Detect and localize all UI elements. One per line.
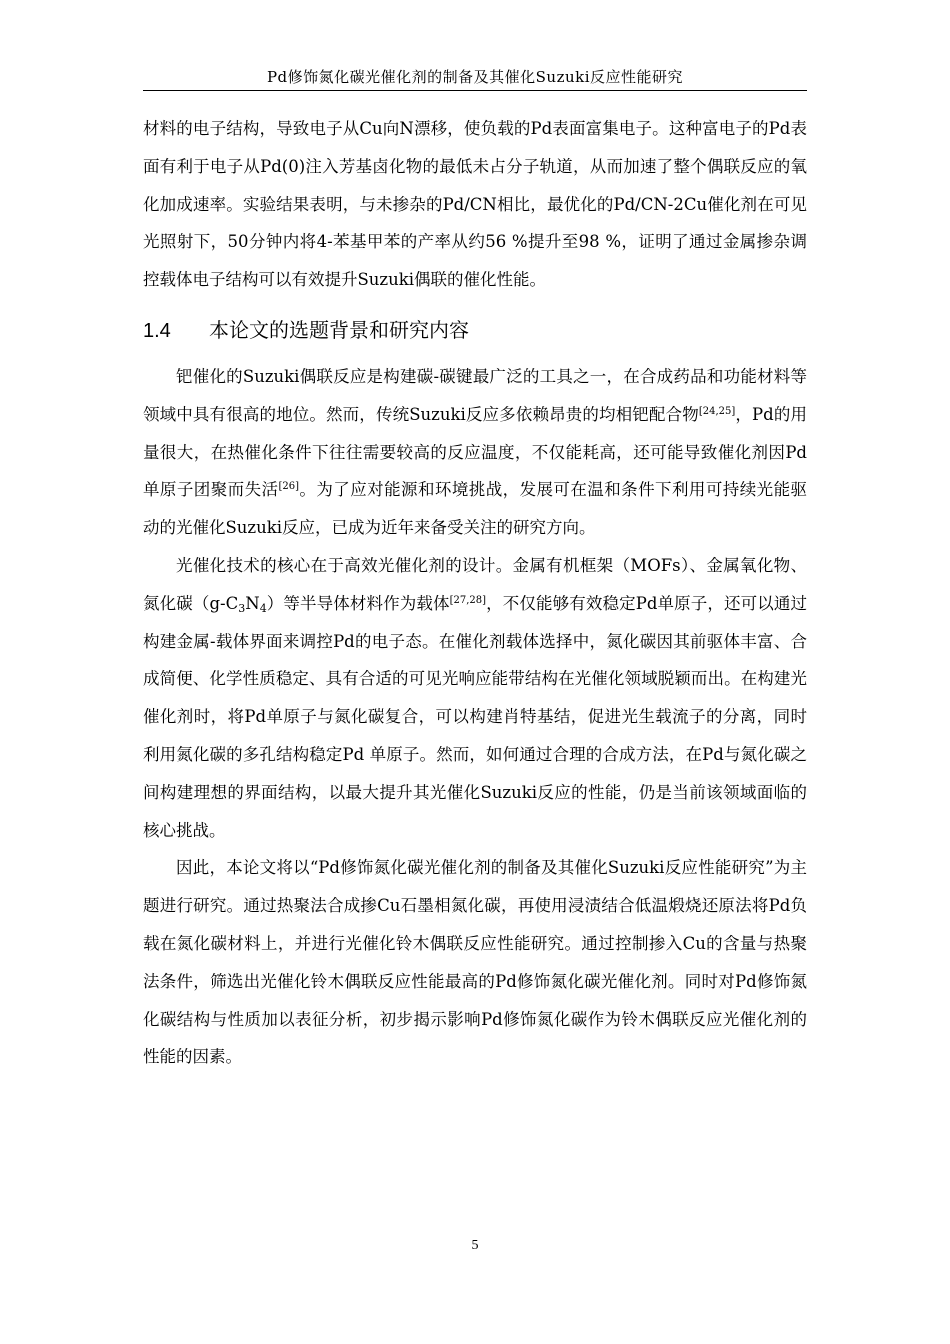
paragraph-photocatalysis-text-4: ，不仅能够有效稳定Pd单原子，还可以通过构建金属-载体界面来调控Pd的电子态。在催化剂载体选择中，氮化碳因其前驱体丰富、合成简便、化学性质稳定、具有合适的可见光响应能带结构在光催化领域脱颖而出。在构建光催化剂时，将Pd单原子与氮化碳复合，可以构建肖特基结，促进光生载流子的分离，同时利用氮化碳的多孔结构稳定Pd 单原子。然而，如何通过合理的合成方法，在Pd与氮化碳之间构建理想的界面结构，以最大提升其光催化Suzuki反应的性能，仍是当前该领域面临的核心挑战。 (143, 593, 808, 840)
paragraph-continued: 材料的电子结构，导致电子从Cu向N漂移，使负载的Pd表面富集电子。这种富电子的Pd表面有利于电子从Pd(0)注入芳基卤化物的最低未占分子轨道，从而加速了整个偶联反应的氧化加成速率。实验结果表明，与未掺杂的Pd/CN相比，最优化的Pd/CN-2Cu催化剂在可见光照射下，50分钟内将4-苯基甲苯的产率从约56 %提升至98 %，证明了通过金属掺杂调控载体电子结构可以有效提升Suzuki偶联的催化性能。 (143, 119, 807, 290)
page-number: 5 (471, 1238, 479, 1253)
citation: [24,25] (698, 405, 736, 417)
section-title: 本论文的选题背景和研究内容 (209, 317, 469, 342)
paragraph-photocatalysis-text-2: N (245, 593, 260, 613)
body-text (143, 110, 807, 1076)
paragraph-background-text-3: 。为了应对能源和环境挑战，发展可在温和条件下利用可持续光能驱动的光催化Suzuki反应，已成为近年来备受关注的研究方向。 (143, 480, 808, 538)
paragraph-photocatalysis-text-1: 光催化技术的核心在于高效光催化剂的设计。金属有机框架（MOFs）、金属氧化物、氮化碳（g-C (143, 555, 807, 613)
subscript: 3 (238, 601, 246, 615)
running-header: Pd修饰氮化碳光催化剂的制备及其催化Suzuki反应性能研究 (266, 68, 684, 86)
paragraph-background-text-2: ，Pd的用量很大，在热催化条件下往往需要较高的反应温度，不仅能耗高，还可能导致催化剂因Pd单原子团聚而失活 (143, 404, 808, 500)
section-heading (143, 312, 807, 349)
citation: [26] (278, 481, 299, 493)
paragraph-photocatalysis-text-3: ）等半导体材料作为载体 (266, 593, 450, 613)
citation: [27,28] (449, 594, 487, 606)
paragraph-background-text-1: 钯催化的Suzuki偶联反应是构建碳-碳键最广泛的工具之一，在合成药品和功能材料等领域中具有很高的地位。然而，传统Suzuki反应多依赖昂贵的均相钯配合物 (143, 366, 807, 424)
subscript: 4 (259, 601, 267, 615)
paragraph-background (143, 358, 807, 547)
header-divider (143, 90, 807, 91)
paragraph-research-content: 因此，本论文将以“Pd修饰氮化碳光催化剂的制备及其催化Suzuki反应性能研究”为主题进行研究。通过热聚法合成掺Cu石墨相氮化碳，再使用浸渍结合低温煅烧还原法将Pd负载在氮化碳材料上，并进行光催化铃木偶联反应性能研究。通过控制掺入Cu的含量与热聚法条件，筛选出光催化铃木偶联反应性能最高的Pd修饰氮化碳光催化剂。同时对Pd修饰氮化碳结构与性质加以表征分析，初步揭示影响Pd修饰氮化碳作为铃木偶联反应光催化剂的性能的因素。 (143, 858, 807, 1067)
section-number: 1.4 (143, 319, 171, 342)
paragraph-photocatalysis (143, 547, 807, 849)
